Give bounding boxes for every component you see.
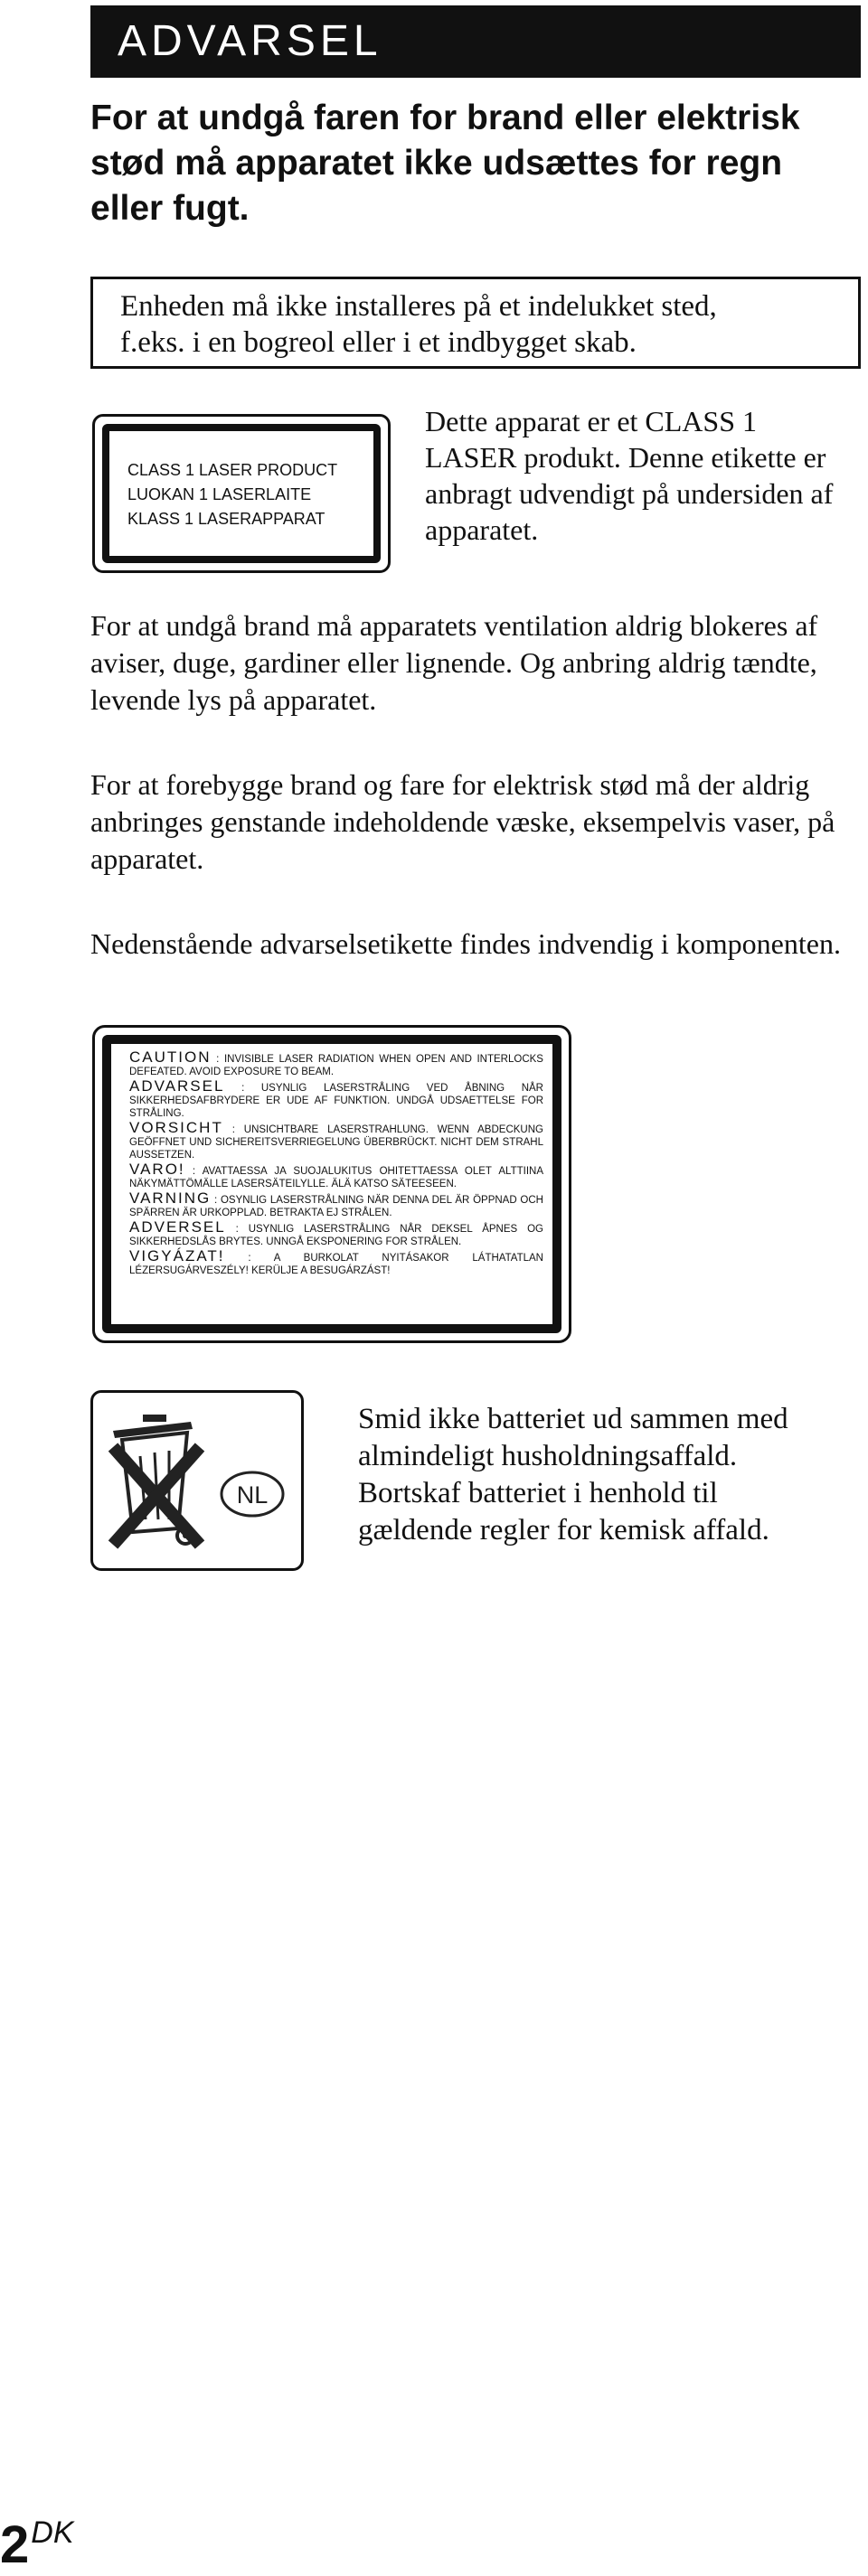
installation-warning-line-1: Enheden må ikke installeres på et indelukket sted, — [120, 290, 717, 323]
caution-row-text: : INVISIBLE LASER RADIATION WHEN OPEN AND INTERLOCKS DEFEATED. AVOID EXPOSURE TO BEAM. — [129, 1054, 543, 1077]
fire-shock-warning: For at undgå faren for brand eller elektrisk stød må apparatet ikke udsættes for regn eller fugt. — [90, 99, 800, 228]
caution-row-head: CAUTION — [129, 1048, 212, 1066]
page-title: ADVARSEL — [90, 5, 861, 78]
caution-row-head: VARNING — [129, 1189, 212, 1207]
class1-laser-label-frame — [102, 424, 381, 563]
battery-disposal-symbol — [90, 1390, 304, 1571]
caution-row — [129, 1189, 543, 1219]
caution-row-head: VIGYÁZAT! — [129, 1247, 225, 1264]
caution-label-frame — [102, 1035, 561, 1333]
battery-disposal-text: Smid ikke batteriet ud sammen med almindeligt husholdningsaffald. Bortskaf batteriet i henhold til gældende regler for kemisk affald. — [358, 1403, 788, 1547]
caution-row-head: VORSICHT — [129, 1119, 223, 1136]
laser-label-line-1: CLASS 1 LASER PRODUCT — [127, 461, 338, 479]
caution-row-text: : UNSICHTBARE LASERSTRAHLUNG. WENN ABDECKUNG GEÖFFNET UND SICHEREITSVERRIEGELUNG ÜBERBRÜCKT. NICHT DEM STRAHL AUSSETZEN. — [129, 1124, 543, 1161]
caution-row — [129, 1077, 543, 1120]
caution-row-text: : OSYNLIG LASERSTRÅLNING NÄR DENNA DEL ÄR ÖPPNAD OCH SPÄRREN ÄR URKOPPLAD. BETRAKTA EJ STRÅLEN. — [129, 1195, 543, 1218]
class1-laser-label — [92, 414, 391, 573]
caution-row-head: ADVERSEL — [129, 1218, 226, 1236]
laser-product-description: Dette apparat er et CLASS 1 LASER produkt. Denne etikette er anbragt udvendigt på undersiden af apparatet. — [425, 405, 834, 546]
caution-row — [129, 1247, 543, 1277]
caution-row-head: ADVARSEL — [129, 1077, 225, 1095]
installation-warning-line-2: f.eks. i en bogreol eller i et indbygget skab. — [120, 326, 637, 359]
caution-row-text: : USYNLIG LASERSTRÅLING NÅR DEKSEL ÅPNES OG SIKKERHEDSLÅS BRYTES. UNNGÅ EKSPONERING FOR STRÅLEN. — [129, 1224, 543, 1247]
caution-row-head: VARO! — [129, 1161, 185, 1178]
nl-mark: NL — [236, 1481, 269, 1509]
caution-row-text: : USYNLIG LASERSTRÅLING VED ÅBNING NÅR SIKKERHEDSAFBRYDERE ER UDE AF FUNKTION. UNDGÅ UDSAETTELSE FOR STRÅLING. — [129, 1083, 543, 1119]
page-number-value: 2 — [0, 2515, 30, 2574]
caution-row-text: : A BURKOLAT NYITÁSAKOR LÁTHATATLAN LÉZERSUGÁRVESZÉLY! KERÜLJE A BESUGÁRZÁST! — [129, 1253, 543, 1276]
caution-row — [129, 1163, 543, 1190]
caution-row — [129, 1218, 543, 1248]
caution-row — [129, 1048, 543, 1078]
caution-row — [129, 1119, 543, 1161]
label-intro-paragraph: Nedenstående advarselsetikette findes indvendig i komponenten. — [90, 927, 841, 960]
page-number — [0, 2505, 74, 2572]
caution-row-text: : AVATTAESSA JA SUOJALUKITUS OHITETTAESSA OLET ALTTIINA NÄKYMÄTTÖMÄLLE LASERSÄTEILYLLE. ÄLÄ KATSO SÄTEESEEN. — [129, 1166, 543, 1189]
ventilation-paragraph: For at undgå brand må apparatets ventilation aldrig blokeres af aviser, duge, gardiner eller lignende. Og anbring aldrig tændte, levende lys på apparatet. — [90, 609, 818, 716]
page-number-suffix: DK — [31, 2515, 74, 2550]
crossed-out-wheeled-bin-icon — [93, 1393, 301, 1568]
laser-label-line-2: LUOKAN 1 LASERLAITE — [127, 485, 312, 503]
installation-warning-box — [90, 277, 861, 369]
liquid-paragraph: For at forebygge brand og fare for elektrisk stød må der aldrig anbringes genstande indeholdende væske, eksempelvis vaser, på apparatet. — [90, 768, 835, 875]
caution-warning-label — [92, 1025, 571, 1343]
laser-label-line-3: KLASS 1 LASERAPPARAT — [127, 510, 326, 528]
